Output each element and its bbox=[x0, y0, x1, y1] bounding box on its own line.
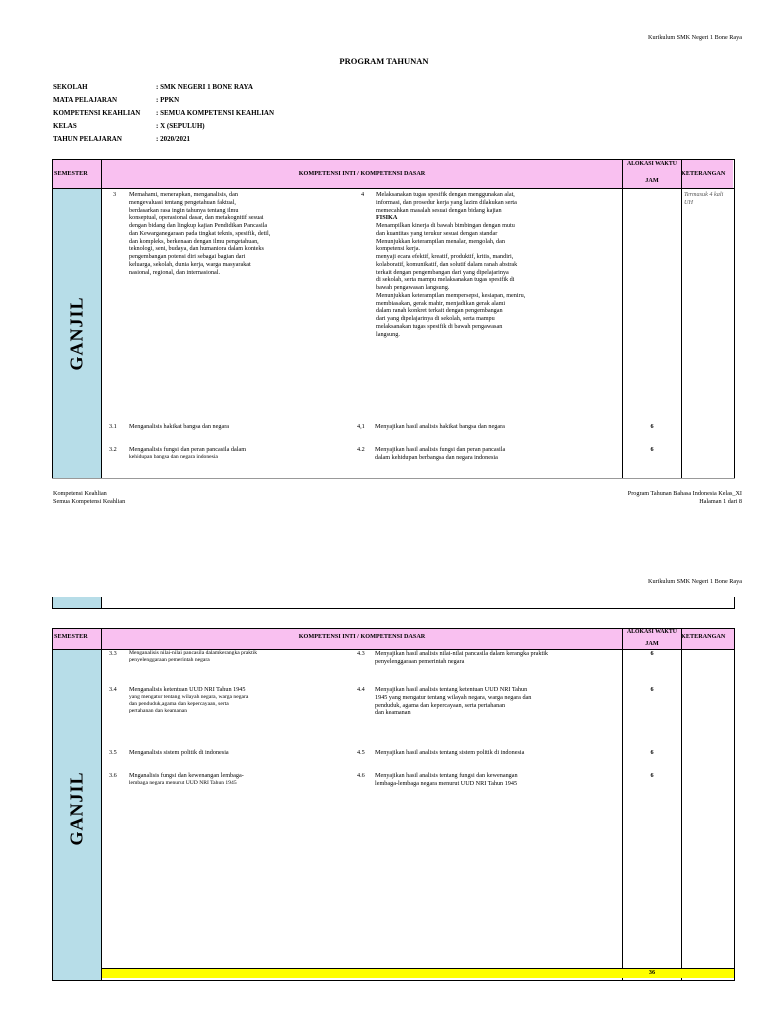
kd4-number: 4.3 bbox=[357, 650, 365, 657]
ki4-line: dan kuantitas yang terukur sesuai dengan standar bbox=[376, 229, 498, 237]
ki3-line: konseptual, operasional dasar, dan metakognitif sesuai bbox=[129, 214, 264, 222]
kd3-line: kehidupan bangsa dan negara indonesia bbox=[129, 453, 218, 460]
ki4-line: FISIKA bbox=[376, 214, 398, 222]
total-jam: 36 bbox=[648, 969, 656, 976]
header-kikd: KOMPETENSI INTI / KOMPETENSI DASAR bbox=[298, 170, 426, 177]
meta-row bbox=[53, 107, 274, 120]
jam-value: 6 bbox=[650, 423, 654, 430]
kd4-number: 4,1 bbox=[357, 423, 365, 430]
ki4-line: bawah pengawasan langsung. bbox=[376, 284, 450, 291]
keterangan-line: Termasuk 4 kali bbox=[684, 191, 724, 198]
header-keterangan: KETERANGAN bbox=[681, 170, 726, 177]
kd4-line: Menyajikan hasil analisis tentang ketentuan UUD NRI Tahun bbox=[375, 686, 528, 693]
meta-key: KELAS bbox=[53, 122, 77, 130]
kd4-line: Menyajikan hasil analisis hakikat bangsa dan negara bbox=[375, 423, 505, 430]
kd3-text bbox=[129, 446, 359, 461]
jam-value: 6 bbox=[650, 446, 654, 453]
kd4-text bbox=[375, 772, 620, 788]
meta-value: : X (SEPULUH) bbox=[156, 122, 205, 130]
kd4-line: dalam kehidupan berbangsa dan negara indonesia bbox=[375, 453, 498, 461]
ki4-line: Menampilkan kinerja di bawah bimbingan dengan mutu bbox=[376, 222, 515, 229]
kd3-line: Menganalisis ketentuan UUD NRI Tahun 1945 bbox=[129, 686, 246, 693]
kd4-text bbox=[375, 423, 620, 431]
ki3-number: 3 bbox=[113, 191, 117, 198]
header-jam-page2: JAM bbox=[645, 640, 659, 647]
semester-cell-continued bbox=[53, 597, 101, 608]
semester-label-page2: GANJIL bbox=[66, 771, 87, 846]
kd3-text bbox=[129, 686, 359, 715]
kd4-line: penyelenggaraan pemerintah negara bbox=[375, 657, 465, 665]
kd3-line: Menganalisis nilai-nilai pancasila dalamkerangka praktik bbox=[129, 650, 257, 656]
kd3-number: 3.2 bbox=[109, 446, 117, 453]
kd4-line: Menyajikan hasil analisis tentang fungsi dan kewenangan bbox=[375, 772, 518, 779]
kd4-text bbox=[375, 686, 620, 717]
ki3-line: dengan bidang dan lingkup kajian Pendidikan Pancasila bbox=[129, 222, 268, 229]
ki3-line: mengevaluasi tentang pengetahuan faktual, bbox=[129, 198, 236, 206]
jam-value: 6 bbox=[650, 650, 654, 657]
ki3-line: keluarga, sekolah, dunia kerja, warga masyarakat bbox=[129, 260, 251, 268]
ki3-line: Memahami, menerapkan, menganalisis, dan bbox=[129, 191, 238, 198]
kd3-line: Menganalisis sistem politik di indonesia bbox=[129, 749, 229, 756]
meta-key: KOMPETENSI KEAHLIAN bbox=[53, 109, 141, 117]
ki4-line: Menunjukkan keterampilan menalar, mengolah, dan bbox=[376, 237, 505, 245]
kd3-text bbox=[129, 650, 359, 664]
footer-right-line: Program Tahunan Bahasa Indonesia Kelas_XI bbox=[627, 490, 742, 497]
kd4-number: 4.6 bbox=[357, 772, 365, 779]
jam-value: 6 bbox=[650, 749, 654, 756]
footer-left-line: Semua Kompetensi Keahlian bbox=[53, 497, 126, 505]
ki4-text bbox=[376, 191, 621, 338]
ki4-line: Melaksanakan tugas spesifik dengan menggunakan alat, bbox=[376, 191, 515, 198]
header-semester-page2: SEMESTER bbox=[54, 633, 88, 640]
ki3-line: dan Kewarganegaraan pada tingkat teknis, spesifik, detil, bbox=[129, 229, 271, 237]
meta-key: MATA PELAJARAN bbox=[53, 96, 118, 104]
kd4-text bbox=[375, 749, 620, 757]
kd3-line: Menganalisis fungsi dan peran pancasila dalam bbox=[129, 446, 247, 453]
kd3-line: lembaga negara menurut UUD NRI Tahun 1945 bbox=[129, 779, 237, 786]
jam-value: 6 bbox=[650, 686, 654, 693]
kd4-text bbox=[375, 446, 620, 462]
footer-left bbox=[53, 490, 125, 506]
ki4-line: dari yang dipelajarinya di sekolah, serta mampu bbox=[376, 315, 495, 322]
meta-value: : PPKN bbox=[156, 96, 180, 104]
meta-row bbox=[53, 81, 274, 94]
ki3-line: berdasarkan rasa ingin tahunya tentang ilmu bbox=[129, 206, 239, 214]
meta-row bbox=[53, 133, 274, 146]
kd3-line: yang mengatur tentang wilayah negara, warga negara bbox=[129, 693, 249, 700]
kd3-line: Mnganalisis fungsi dan kewenangan lembaga- bbox=[129, 772, 244, 779]
ki3-line: dan kompleks, berkenaan dengan ilmu pengetahuan, bbox=[129, 237, 259, 245]
ki3-line: pengembangan potensi diri sebagai bagian dari bbox=[129, 253, 246, 260]
kd4-line: Menyajikan hasil analisis nilai-nilai pancasila dalam kerangka praktik bbox=[375, 650, 549, 657]
kd4-line: Menyajikan hasil analisis fungsi dan peran pancasila bbox=[375, 446, 506, 453]
kd4-number: 4.2 bbox=[357, 446, 365, 453]
kd-rows-page1 bbox=[102, 420, 654, 470]
kd3-text bbox=[129, 749, 359, 757]
kd3-number: 3.5 bbox=[109, 749, 117, 756]
ki3-line: teknologi, seni, budaya, dan humaniora dalam konteks bbox=[129, 245, 264, 253]
meta-key: TAHUN PELAJARAN bbox=[53, 135, 122, 143]
ki4-line: membiasakan, gerak mahir, menjadikan gerak alami bbox=[376, 299, 506, 307]
footer-right-line: Halaman 1 dari 8 bbox=[699, 497, 742, 505]
ki4-line: dalam ranah konkret terkait dengan pengembangan bbox=[376, 307, 503, 315]
ki4-line: kolaboratif, komunikatif, dan solutif dalam ranah abstrak bbox=[376, 260, 518, 268]
meta-row bbox=[53, 94, 274, 107]
meta-value: : 2020/2021 bbox=[156, 135, 191, 143]
ki4-line: melaksanakan tugas spesifik di bawah pengawasan bbox=[376, 322, 503, 330]
semester-label: GANJIL bbox=[66, 296, 87, 371]
kd4-line: 1945 yang mengatur tentang wilayah negara, warga negara dan bbox=[375, 693, 532, 701]
meta-value: : SEMUA KOMPETENSI KEAHLIAN bbox=[156, 109, 275, 117]
kd3-line: pertahanan dan keamanan bbox=[129, 707, 188, 714]
kd3-number: 3.6 bbox=[109, 772, 117, 779]
header-jam: JAM bbox=[645, 177, 659, 184]
header-alokasi: ALOKASI WAKTU bbox=[627, 161, 677, 167]
kd4-text bbox=[375, 650, 620, 666]
ki4-line: menyaji ecara efektif, kreatif, produktif, kritis, mandiri, bbox=[376, 253, 514, 260]
ki3-text bbox=[129, 191, 359, 276]
ki4-line: Menunjukkan keterampilan mempersepsi, kesiapan, meniru, bbox=[376, 291, 526, 299]
keterangan-text bbox=[684, 191, 734, 207]
curriculum-label-page2: Kurikulum SMK Negeri 1 Bone Raya bbox=[647, 578, 742, 585]
kd4-line: Menyajikan hasil analisis tentang sistem politik di indonesia bbox=[375, 749, 525, 756]
kd3-text bbox=[129, 423, 359, 431]
kd3-line: Menganalisis hakikat bangsa dan negara bbox=[129, 423, 229, 430]
kd4-number: 4.4 bbox=[357, 686, 365, 693]
curriculum-label: Kurikulum SMK Negeri 1 Bone Raya bbox=[647, 34, 742, 41]
header-kikd-page2: KOMPETENSI INTI / KOMPETENSI DASAR bbox=[298, 633, 426, 640]
header-alokasi-page2: ALOKASI WAKTU bbox=[627, 629, 677, 635]
kd-rows-page2 bbox=[102, 650, 654, 960]
meta-block bbox=[53, 81, 274, 146]
kd4-number: 4.5 bbox=[357, 749, 365, 756]
meta-row bbox=[53, 120, 274, 133]
footer-left-line: Kompetensi Keahlian bbox=[53, 490, 107, 497]
kd3-number: 3.1 bbox=[109, 423, 117, 430]
kd3-number: 3.4 bbox=[109, 686, 117, 693]
kd3-number: 3.3 bbox=[109, 650, 117, 657]
ki4-line: informasi, dan prosedur kerja yang lazim dilakukan serta bbox=[376, 198, 517, 206]
kd4-line: lembaga-lembaga negara menurut UUD NRI Tahun 1945 bbox=[375, 779, 518, 787]
kd4-line: dan keamanan bbox=[375, 709, 411, 717]
meta-key: SEKOLAH bbox=[53, 83, 88, 91]
kd3-line: penyelenggaraan pemerintah negara bbox=[129, 656, 210, 663]
ki4-line: kompetensi kerja. bbox=[376, 245, 420, 253]
ki4-line: langsung. bbox=[376, 330, 400, 338]
kd4-line: penduduk, agama dan kepercayaan, serta pertahanan bbox=[375, 701, 506, 709]
doc-title: PROGRAM TAHUNAN bbox=[339, 56, 429, 66]
ki4-line: terkait dengan pengembangan dari yang dipelajarinya bbox=[376, 268, 509, 276]
keterangan-line: UH bbox=[684, 198, 693, 206]
meta-value: : SMK NEGERI 1 BONE RAYA bbox=[156, 83, 253, 91]
jam-value: 6 bbox=[650, 772, 654, 779]
ki4-number: 4 bbox=[361, 191, 365, 198]
kd3-text bbox=[129, 772, 359, 787]
ki4-line: di sekolah, serta mampu melaksanakan tugas spesifik di bbox=[376, 276, 515, 284]
kd3-line: dan penduduk,agama dan kepercayaan, serta bbox=[129, 700, 229, 707]
header-keterangan-page2: KETERANGAN bbox=[681, 633, 726, 640]
ki3-line: nasional, regional, dan internasional. bbox=[129, 268, 221, 276]
ki4-line: memecahkan masalah sesuai dengan bidang kajian bbox=[376, 206, 502, 214]
footer-right bbox=[628, 490, 742, 506]
header-semester: SEMESTER bbox=[54, 170, 88, 177]
